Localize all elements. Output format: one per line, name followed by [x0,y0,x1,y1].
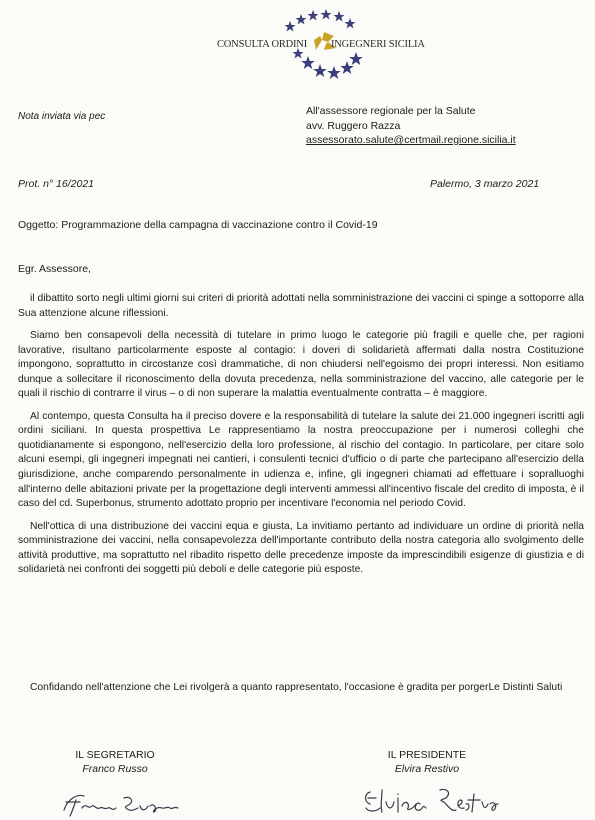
secretary-title: IL SEGRETARIO [75,749,155,761]
subject-line: Oggetto: Programmazione della campagna di vaccinazione contro il Covid-19 [18,219,378,231]
body-paragraph: Siamo ben consapevoli della necessità di tutelare in primo luogo le categorie più fragili e quelle che, per ragioni lavorative, risultano particolarmente esposte al contagio: i doveri di solidarietà affermati dalla nostra Costituzione impongono, soprattutto in circostanze così drammatiche, di non chiudersi nell'egoismo dei propri interessi. Non esitiamo dunque a sollecitare il riconoscimento della dovuta precedenza, nella somministrazione del vaccino, alle categorie per le quali il rischio di contrarre il virus – o di non superare la malattia eventualmente contratta – è maggiore. [18,330,584,400]
org-name-right: INGEGNERI SICILIA [331,39,425,50]
recipient-line2: avv. Ruggero Razza [306,119,401,132]
closing-paragraph: Confidando nell'attenzione che Lei rivolgerà a quanto rappresentato, l'occasione è gradita per porgerLe Distinti Saluti [30,682,563,693]
secretary-signature-block [60,748,170,776]
body-paragraph: il dibattito sorto negli ultimi giorni sui criteri di priorità adottati nella somministrazione dei vaccini ci spinge a sottoporre alla Sua attenzione alcune riflessioni. [18,293,584,319]
organization-name [196,39,456,50]
recipient-email-link[interactable]: assessorato.salute@certmail.regione.sicilia.it [306,134,516,146]
president-title: IL PRESIDENTE [387,749,467,761]
letter-body [18,292,584,578]
body-paragraph: Al contempo, questa Consulta ha il preciso dovere e la responsabilità di tutelare la salute dei 21.000 ingegneri iscritti agli ordini siciliani. In questa prospettiva Le rappresentiamo la nostra preoccupazione per i numerosi colleghi che quotidianamente si espongono, nell'esercizio della loro professione, al rischio del contagio. In particolare, per citare solo alcuni esempi, gli ingegneri impegnati nei cantieri, i consulenti tecnici d'ufficio o di parte che partecipano all'esercizio della giurisdizione, anche comparendo personalmente in udienza e, infine, gli ingegneri chiamati ad effettuare i sopralluoghi all'interno delle abitazioni private per la progettazione degli interventi ammessi all'incentivo fiscale del credito di imposta, è il caso del cd. Superbonus, strumento adottato proprio per incentivare l'economia nel periodo Covid. [18,410,584,510]
delivery-note: Nota inviata via pec [18,111,106,122]
secretary-handwritten-signature [58,788,188,818]
recipient-block [306,104,516,148]
salutation: Egr. Assessore, [18,263,91,275]
place-date: Palermo, 3 marzo 2021 [430,178,540,190]
president-name: Elvira Restivo [394,763,460,775]
letterhead [196,6,456,86]
president-signature-block [372,748,482,776]
org-name-left: CONSULTA ORDINI [217,39,307,50]
protocol-number: Prot. n° 16/2021 [18,178,95,190]
recipient-line1: All'assessore regionale per la Salute [306,105,476,117]
president-handwritten-signature [358,782,508,818]
secretary-name: Franco Russo [82,763,148,775]
body-paragraph: Nell'ottica di una distribuzione dei vaccini equa e giusta, La invitiamo pertanto ad individuare un ordine di priorità nella somministrazione dei vaccini, nella consapevolezza dell'importante contributo della nostra categoria allo svolgimento delle attività produttive, ma soprattutto nel ribadito rispetto delle precedenze imposte da imprescindibili esigenze di giustizia e di solidarietà nei confronti dei soggetti più deboli e delle categorie più esposte. [18,520,584,576]
